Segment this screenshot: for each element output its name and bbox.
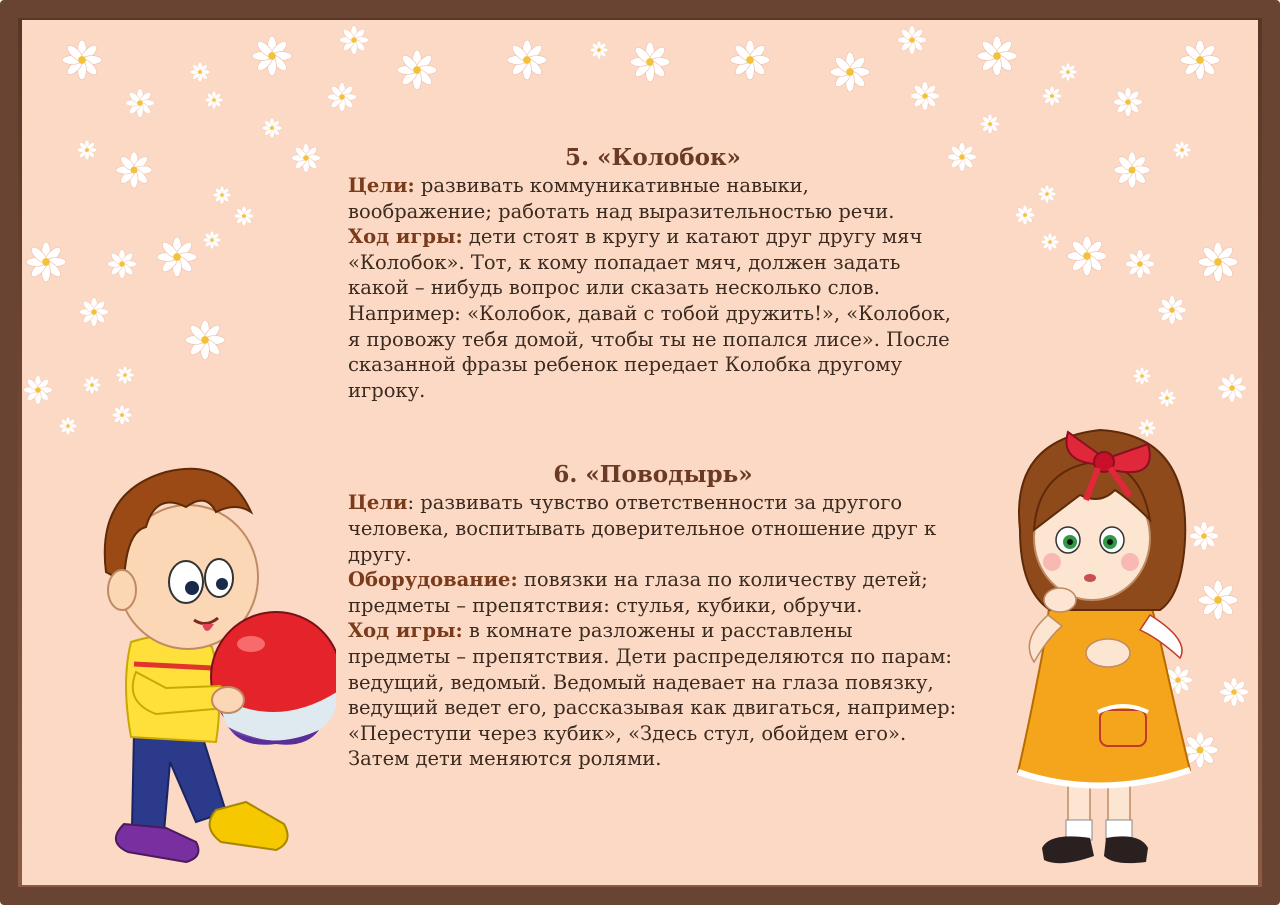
game-6-process-text: в комнате разложены и расставлены предметы – препятствия. Дети распределяются по парам: ведущий, ведомый. Ведомый надевает на глаза повязку, ведущий ведет его, рассказывая как двигаться, например: «Переступи через кубик», «Здесь стул, обойдем его». Затем дети меняются ролями. <box>348 619 957 771</box>
game-5-goals <box>348 173 958 224</box>
page <box>22 20 1258 885</box>
boy-with-ball-illustration <box>36 432 336 882</box>
game-5-process-label: Ход игры: <box>348 225 463 249</box>
text-content <box>348 144 958 772</box>
game-6-equipment <box>348 567 958 618</box>
game-5-goals-label: Цели: <box>348 174 415 197</box>
section-gap <box>348 403 958 461</box>
game-5-title: 5. «Колобок» <box>565 144 741 171</box>
game-6-equipment-label: Оборудование: <box>348 568 518 592</box>
game-5-process-text: дети стоят в кругу и катают друг другу мяч «Колобок». Тот, к кому попадает мяч, должен задать какой – нибудь вопрос или сказать несколько слов. Например: «Колобок, давай с тобой дружить!», «Колобок, я провожу тебя домой, чтобы ты не попался лисе». После сказанной фразы ребенок передает Колобка другому игроку. <box>348 225 951 402</box>
game-6-equipment-text: повязки на глаза по количеству детей; предметы – препятствия: стулья, кубики, обручи. <box>348 568 928 617</box>
game-6-goals <box>348 490 958 567</box>
daisy-group-left <box>24 231 225 435</box>
game-6-goals-label: Цели <box>348 491 408 515</box>
girl-illustration <box>990 400 1220 880</box>
game-6-process <box>348 618 958 772</box>
game-5-goals-text: развивать коммуникативные навыки, воображение; работать над выразительностью речи. <box>348 174 895 223</box>
game-5-process <box>348 224 958 403</box>
game-6-goals-text: : развивать чувство ответственности за другого человека, воспитывать доверительное отношение друг к другу. <box>348 491 937 566</box>
game-6-process-label: Ход игры: <box>348 619 463 643</box>
game-6-title: 6. «Поводырь» <box>553 461 753 489</box>
